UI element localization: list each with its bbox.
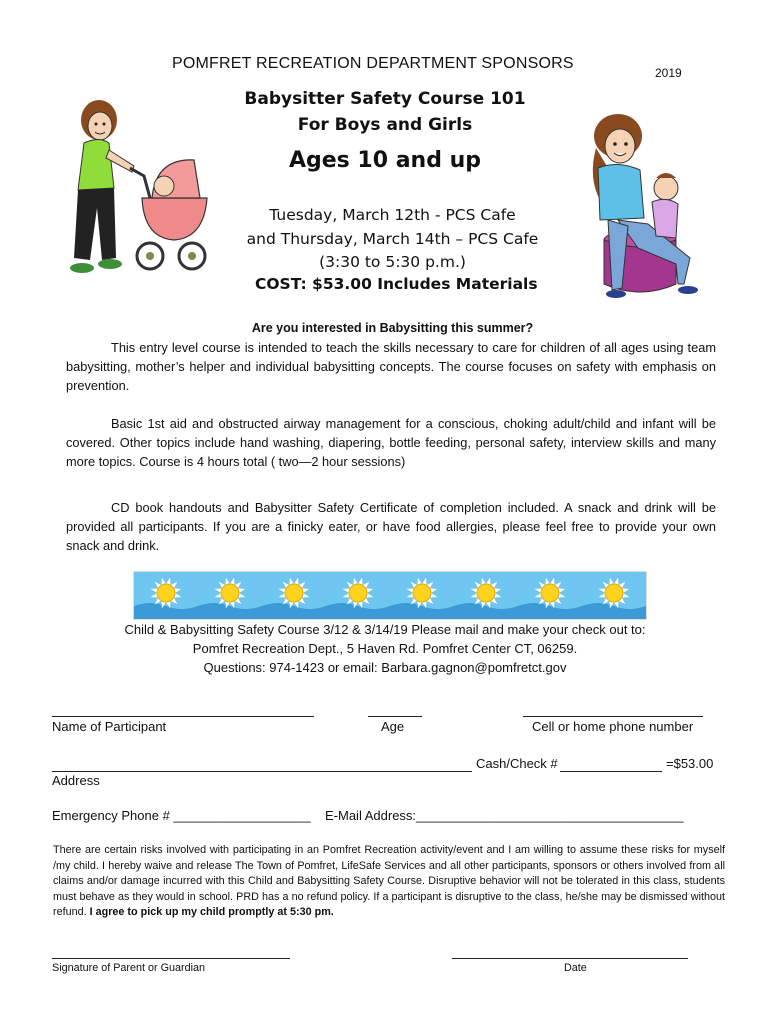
sponsor-heading: POMFRET RECREATION DEPARTMENT SPONSORS	[172, 55, 574, 72]
ages-heading: Ages 10 and up	[288, 148, 482, 173]
questions-contact: Questions: 974-1423 or email: Barbara.gagnon@pomfretct.gov	[203, 660, 567, 675]
phone-field[interactable]	[523, 716, 703, 717]
sun-tile	[518, 572, 582, 619]
course-title: Babysitter Safety Course 101	[244, 89, 526, 109]
paragraph-materials: CD book handouts and Babysitter Safety Certificate of completion included. A snack and drink will be provided all participants. If you are a finicky eater, or have food allergies, please feel free to provide your own snack and drink.	[66, 500, 716, 553]
participant-name-label: Name of Participant	[52, 719, 167, 734]
cash-check-label: Cash/Check #	[476, 756, 558, 771]
sun-tile	[134, 572, 198, 619]
date-field[interactable]	[452, 958, 688, 959]
amount-label: =$53.00	[666, 756, 714, 771]
emergency-phone-field[interactable]: Emergency Phone # ___________________	[52, 808, 311, 823]
sun-tile	[582, 572, 646, 619]
parent-signature-field[interactable]	[52, 958, 290, 959]
year: 2019	[655, 66, 682, 80]
paragraph-intro: This entry level course is intended to teach the skills necessary to care for children of all ages using team babysitting, mother’s helper and individual babysitting concepts. The course focuses on safety with emphasis on prevention.	[66, 340, 716, 393]
waiver-body: There are certain risks involved with participating in an Pomfret Recreation activity/event and I am willing to assume these risks for myself /my child. I hereby waive and release The Town of Pomfret, LifeSafe Services and all other participants, sponsors or others involved from all claims and/or damage incurred with this Child and Babysitting Safety Course. Disruptive behavior will not be tolerated in this class, students must behave as they would in school. PRD has a no refund policy. If a participant is disruptive to the class, he/she may be dismissed without refund.	[53, 844, 725, 919]
parent-signature-label: Signature of Parent or Guardian	[52, 962, 206, 974]
mailing-line-1: Child & Babysitting Safety Course 3/12 & 3/14/19 Please mail and make your check out to:	[124, 622, 646, 637]
date-label: Date	[564, 962, 587, 974]
email-address-field[interactable]: E-Mail Address:_____________________________________	[325, 808, 684, 823]
participant-name-field[interactable]	[52, 716, 314, 717]
course-subtitle: For Boys and Girls	[297, 115, 473, 135]
address-field[interactable]	[52, 771, 472, 772]
sun-tile	[454, 572, 518, 619]
address-label: Address	[52, 773, 100, 788]
question-heading: Are you interested in Babysitting this summer?	[251, 321, 534, 335]
age-field[interactable]	[368, 716, 422, 717]
sun-tile	[262, 572, 326, 619]
sun-tiles-banner	[133, 571, 647, 620]
cost-line: COST: $53.00 Includes Materials	[255, 275, 538, 293]
check-number-field[interactable]	[560, 771, 662, 772]
sun-tile	[326, 572, 390, 619]
date-line-1: Tuesday, March 12th - PCS Cafe	[269, 206, 516, 224]
sun-tile	[198, 572, 262, 619]
phone-label: Cell or home phone number	[532, 719, 694, 734]
mailing-address: Pomfret Recreation Dept., 5 Haven Rd. Pomfret Center CT, 06259.	[192, 641, 578, 656]
waiver-text	[53, 843, 725, 921]
age-label: Age	[381, 719, 405, 734]
pickup-agreement: I agree to pick up my child promptly at 5:30 pm.	[89, 906, 334, 919]
paragraph-topics: Basic 1st aid and obstructed airway management for a conscious, choking adult/child and infant will be covered. Other topics include hand washing, diapering, bottle feeding, personal safety, interview skills and many more topics. Course is 4 hours total ( two—2 hour sessions)	[66, 416, 716, 469]
date-line-2: and Thursday, March 14th – PCS Cafe	[246, 230, 539, 248]
time-line: (3:30 to 5:30 p.m.)	[319, 253, 466, 271]
sun-tile	[390, 572, 454, 619]
